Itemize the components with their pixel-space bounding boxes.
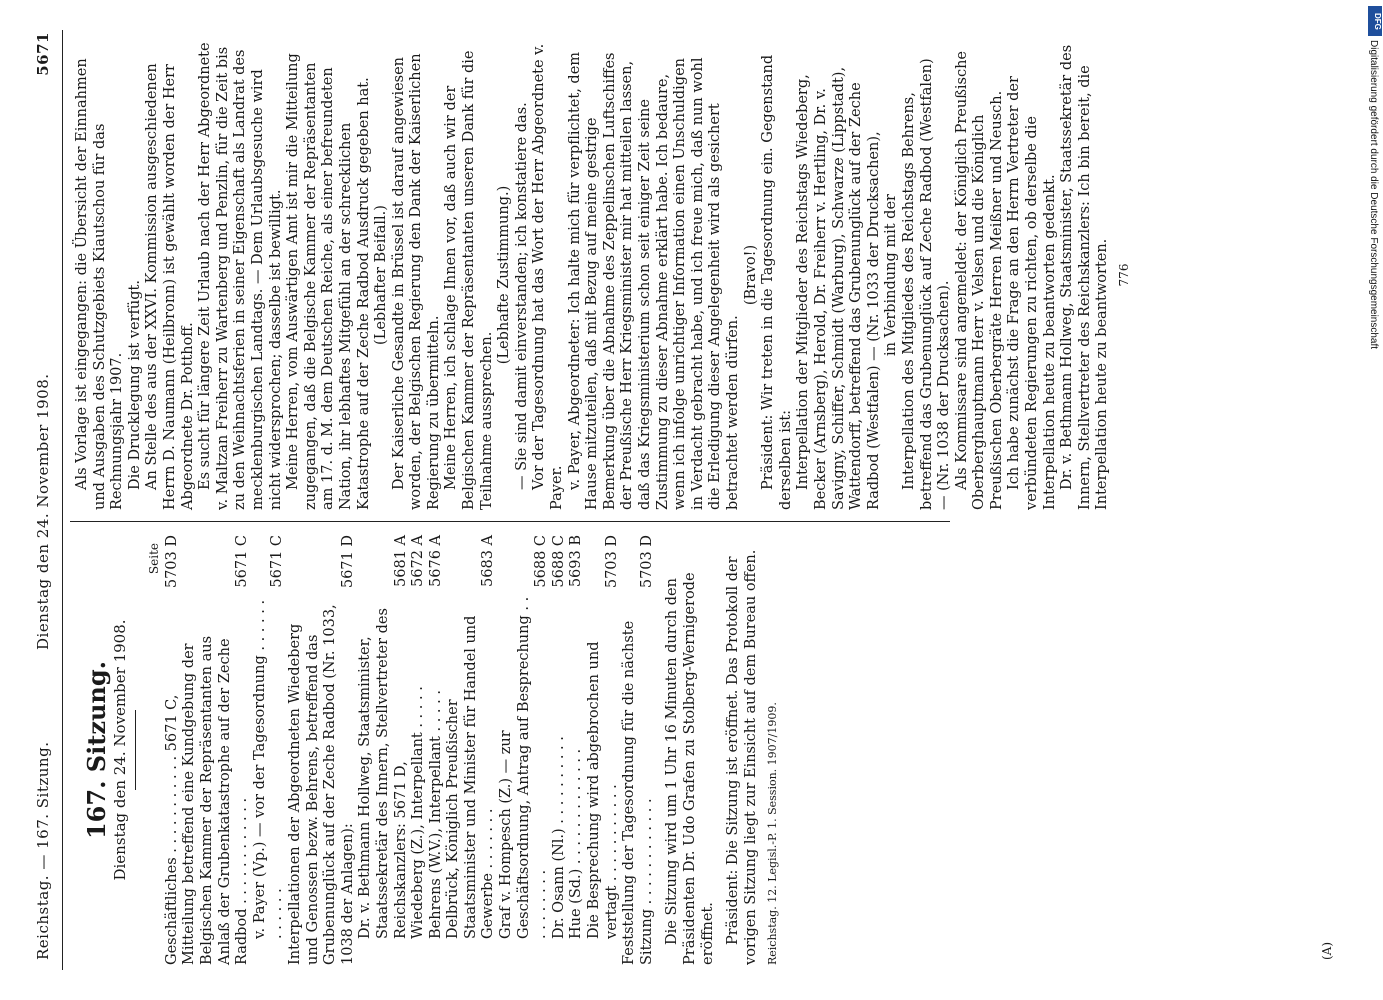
page-footer: Reichstag. 12. Legisl.-P. 1. Session. 1907/1909.	[766, 702, 780, 965]
right-column	[74, 40, 1134, 510]
toc-entry-page-ref: 5693 B	[568, 535, 585, 588]
right-paragraph: (Bravo!)	[742, 244, 759, 306]
toc-entry-page-ref: 5671 C	[269, 535, 286, 588]
toc-entry-page-ref: 5672 A	[410, 535, 427, 587]
right-paragraph: Meine Herren, vom Auswärtigen Amt ist mir die Mitteilung zugegangen, daß die Belgische Kammer der Repräsentanten am 17. d. M. dem Deutschen Reiche, als einer befreundeten Nation, ihr lebhaftes Mitgefühl an der schrecklichen Katastrophe auf der Zeche Radbod Ausdruck gegeben hat.	[285, 53, 372, 510]
toc-entry-text: Hue (Sd.) . . . . . . . . . . . . .	[568, 748, 585, 939]
toc-entry	[410, 535, 428, 965]
right-paragraph: Es sucht für längere Zeit Urlaub nach der Herr Abgeordnete v. Maltzan Freiherr zu Wartenberg und Penzlin, für die Zeit bis zu den Weihnachtsferien in seiner Eigenschaft als Landrat des mecklenburgischen Landtags. — Dem Urlaubsgesuche wird nicht widersprochen; dasselbe ist bewilligt.	[197, 42, 284, 510]
title-rule	[135, 710, 136, 790]
left-column	[74, 535, 782, 965]
toc-entry	[357, 535, 410, 965]
right-paragraph: Dr. v. Bethmann Hollweg, Staatsminister, Staatssekretär des Innern, Stellvertreter des Reichskanzlers: Ich bin bereit, die Interpellation heute zu beantworten.	[1059, 44, 1111, 510]
toc-entry	[568, 535, 586, 965]
header-rule	[62, 30, 63, 970]
toc-entry	[586, 535, 621, 965]
toc-entry	[621, 535, 656, 965]
right-paragraph: Interpellation des Mitgliedes des Reichstags Behrens, betreffend das Grubenunglück auf Zeche Radbod (Westfalen) — (Nr. 1038 der Drucksachen).	[900, 58, 953, 510]
toc-entry	[252, 535, 287, 965]
marker-a: (A)	[1320, 941, 1334, 960]
toc-entry	[551, 535, 569, 965]
toc-entry-page-ref: 5688 C	[533, 535, 550, 588]
toc-entry	[287, 535, 357, 965]
right-column-text	[74, 40, 1112, 510]
toc-entry	[498, 535, 551, 965]
toc-entry	[164, 535, 182, 965]
right-paragraph: Vor der Tagesordnung hat das Wort der Herr Abgeordnete v. Payer.	[531, 43, 566, 510]
toc-entry-page-ref: 5688 C	[550, 535, 567, 588]
toc-entry-page-ref: 5671 C	[234, 535, 251, 588]
president-paragraph: Präsident: Die Sitzung ist eröffnet. Das Protokoll der vorigen Sitzung liegt zur Einsicht auf dem Bureau offen.	[725, 549, 759, 965]
toc-entry-text: Dr. Osann (Nl.) . . . . . . . . . .	[550, 736, 567, 939]
toc-entry-page-ref: 5703 D	[163, 535, 180, 589]
toc-entry-page-ref: 5671 D	[339, 535, 356, 589]
right-paragraph: Der Kaiserliche Gesandte in Brüssel ist darauf angewiesen worden, der Belgischen Regierung den Dank der Kaiserlichen Regierung zu übermitteln.	[390, 53, 442, 510]
toc-entry-page-ref: 5703 D	[603, 535, 620, 589]
right-paragraph: in Verbindung mit der	[883, 194, 900, 356]
table-of-contents	[164, 535, 657, 965]
toc-entry-text: Mitteilung betreffend eine Kundgebung der Belgischen Kammer der Repräsentanten aus Anlaß der Grubenkatastrophe auf der Zeche Radbod . . . . . . . . . . . .	[181, 635, 251, 965]
right-paragraph: (Lebhafter Beifall.)	[373, 205, 390, 345]
session-title: 167. Sitzung.	[82, 661, 111, 840]
right-paragraph: Als Kommissare sind angemeldet: der Königlich Preußische Oberberghauptmann Herr v. Velsen und die Königlich Preußischen Oberbergräte Herren Meißner und Neusch.	[953, 50, 1005, 510]
toc-entry-page-ref: 5703 D	[638, 535, 655, 589]
toc-entry-page-ref: 5676 A	[427, 535, 444, 587]
opening-paragraph: Die Sitzung wird um 1 Uhr 16 Minuten durch den Präsidenten Dr. Udo Grafen zu Stolberg-Wernigerode eröffnet.	[664, 572, 716, 965]
header-center: Dienstag den 24. November 1908.	[34, 373, 52, 650]
seite-label: Seite	[147, 543, 162, 575]
toc-entry-page-ref: 5681 A	[392, 535, 409, 587]
right-paragraph: Interpellation der Mitglieder des Reichstags Wiedeberg, Becker (Arnsberg), Herold, Dr. Freiherr v. Hertling, Dr. v. Savigny, Schiffer, Schmidt (Warburg), Schwarze (Lippstadt), Wattendorff, betreffend das Grubenunglück auf der Zeche Radbod (Westfalen) — (Nr. 1033 der Drucksachen),	[795, 66, 882, 510]
header-left: Reichstag. — 167. Sitzung.	[34, 741, 52, 960]
signature-number: 776	[1117, 263, 1132, 287]
toc-entry	[428, 535, 446, 965]
column-divider	[70, 521, 950, 522]
right-paragraph: v. Payer, Abgeordneter: Ich halte mich für verpflichtet, dem Hause mitzuteilen, daß mit Bezug auf meine gestrige Bemerkung über die Abnahme des Zeppelinschen Luftschiffes der Preußische Herr Kriegsminister mir hat mitteilen lassen, daß das Kriegsministerium schon seit einiger Zeit seine Zustimmung zu dieser Abnahme erklärt habe. Ich bedaure, wenn ich infolge unrichtiger Information einen Unschuldigen in Verdacht gebracht habe, und ich freue mich, daß nun wohl die Erledigung dieser Angelegenheit wird als gesichert betrachtet werden dürfen.	[566, 51, 741, 510]
dfg-logo: DFG	[1368, 6, 1382, 36]
toc-entry	[181, 535, 251, 965]
toc-entry-text: v. Payer (Vp.) — vor der Tagesordnung . . . . . . . . . . . .	[251, 599, 286, 939]
right-paragraph: Die Drucklegung ist verfügt.	[126, 280, 143, 490]
toc-entry-text: Feststellung der Tagesordnung für die nächste Sitzung . . . . . . . . . . . .	[621, 620, 655, 965]
toc-entry-text: Wiedeberg (Z.), Interpellant . . . . .	[410, 686, 427, 939]
right-paragraph: Als Vorlage ist eingegangen: die Übersicht der Einnahmen und Ausgaben des Schutzgebiets Kiautschou für das Rechnungsjahr 1907.	[74, 58, 126, 510]
scanned-page	[20, 20, 1360, 980]
toc-entry-text: Die Besprechung wird abgebrochen und vertagt . . . . . . . . . . .	[586, 641, 620, 939]
toc-entry-text: Graf v. Hompesch (Z.) — zur Geschäftsordnung, Antrag auf Besprechung . . . . . . . . . .	[498, 596, 550, 939]
digitization-note: Digitalisierung gefördert durch die Deutsche Forschungsgemeinschaft	[1368, 40, 1379, 350]
toc-entry-text: Behrens (W.V.), Interpellant . . . . .	[427, 690, 444, 939]
toc-entry-text: Dr. v. Bethmann Hollweg, Staatsminister, Staatssekretär des Innern, Stellvertreter des Reichskanzlers: 5671 D,	[357, 608, 409, 939]
toc-entry-text: Geschäftliches . . . . . . . . . . . 5671 C,	[163, 694, 180, 965]
right-paragraph: An Stelle des aus der XXVI. Kommission ausgeschiedenen Herrn D. Naumann (Heilbronn) ist gewählt worden der Herr Abgeordnete Dr. Potthoff.	[144, 63, 196, 510]
toc-entry-page-ref: 5683 A	[480, 535, 497, 587]
right-paragraph: Ich habe zunächst die Frage an den Herrn Vertreter der verbündeten Regierungen zu richten, ob derselbe die Interpellation heute zu beantworten gedenkt.	[1006, 76, 1058, 510]
page-header	[20, 20, 60, 980]
right-paragraph: Präsident: Wir treten in die Tagesordnung ein. Gegenstand derselben ist:	[760, 54, 794, 510]
page-number: 5671	[34, 32, 52, 76]
right-paragraph: (Lebhafte Zustimmung.)	[496, 185, 513, 365]
right-paragraph: — Sie sind damit einverstanden; ich konstatiere das.	[513, 102, 530, 490]
session-date: Dienstag den 24. November 1908.	[110, 619, 129, 881]
right-paragraph: Meine Herren, ich schlage Ihnen vor, daß auch wir der Belgischen Kammer der Repräsentanten unseren Dank für die Teilnahme aussprechen.	[443, 50, 495, 510]
toc-entry-text: Delbrück, Königlich Preußischer Staatsminister und Minister für Handel und Gewerbe . . . . . . .	[445, 615, 497, 939]
toc-entry	[445, 535, 498, 965]
toc-entry-text: Interpellationen der Abgeordneten Wiedeberg und Genossen bezw. Behrens, betreffend das Grubenunglück auf der Zeche Radbod (Nr. 1033, 1038 der Anlagen):	[286, 604, 356, 965]
